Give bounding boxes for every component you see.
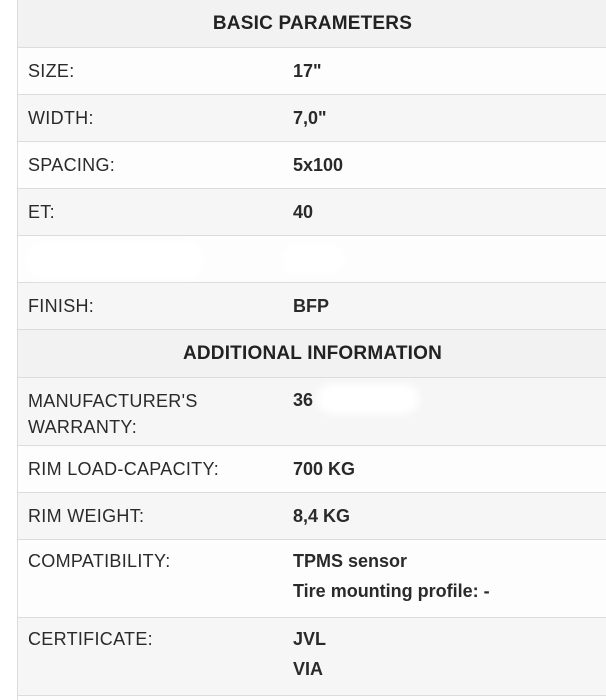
param-value: BFP xyxy=(293,296,329,316)
param-value: 17" xyxy=(293,61,322,81)
row-rim-weight xyxy=(18,493,606,540)
param-label: SPACING: xyxy=(28,155,116,175)
row-certificate xyxy=(18,618,606,696)
param-label xyxy=(28,388,198,440)
section-title: ADDITIONAL INFORMATION xyxy=(182,342,443,364)
param-value: 700 KG xyxy=(293,459,356,479)
param-value xyxy=(293,546,490,606)
row-et xyxy=(18,189,606,236)
param-value: 40 xyxy=(293,202,314,222)
row-finish xyxy=(18,283,606,330)
param-label: FINISH: xyxy=(28,296,95,316)
param-value: 5x100 xyxy=(293,155,344,175)
param-label: COMPATIBILITY: xyxy=(28,551,171,571)
param-label: RIM LOAD-CAPACITY: xyxy=(28,459,220,479)
row-size xyxy=(18,48,606,95)
param-value: 7,0" xyxy=(293,108,327,128)
row-width xyxy=(18,95,606,142)
param-label: ET: xyxy=(28,202,55,222)
param-value: 36 xyxy=(293,390,314,410)
value-line: TPMS sensor xyxy=(293,551,408,571)
param-value: 8,4 KG xyxy=(293,506,351,526)
value-line: Tire mounting profile: - xyxy=(293,581,490,601)
param-label: CERTIFICATE: xyxy=(28,629,153,649)
value-line: JVL xyxy=(293,629,327,649)
value-line: VIA xyxy=(293,659,324,679)
section-header-additional xyxy=(18,330,606,378)
row-warranty xyxy=(18,378,606,446)
row-redacted xyxy=(18,236,606,283)
label-line: WARRANTY: xyxy=(28,417,138,437)
parameters-table xyxy=(17,0,606,700)
section-title: BASIC PARAMETERS xyxy=(212,12,413,34)
param-label: WIDTH: xyxy=(28,108,94,128)
label-line: MANUFACTURER'S xyxy=(28,391,198,411)
param-label: RIM WEIGHT: xyxy=(28,506,145,526)
redacted-value xyxy=(288,250,340,268)
row-spacing xyxy=(18,142,606,189)
section-header-basic xyxy=(18,0,606,48)
param-value xyxy=(293,624,326,684)
row-load-capacity xyxy=(18,446,606,493)
param-label: SIZE: xyxy=(28,61,75,81)
row-compatibility xyxy=(18,540,606,618)
redacted-label xyxy=(30,248,198,272)
redacted-value xyxy=(323,390,413,408)
